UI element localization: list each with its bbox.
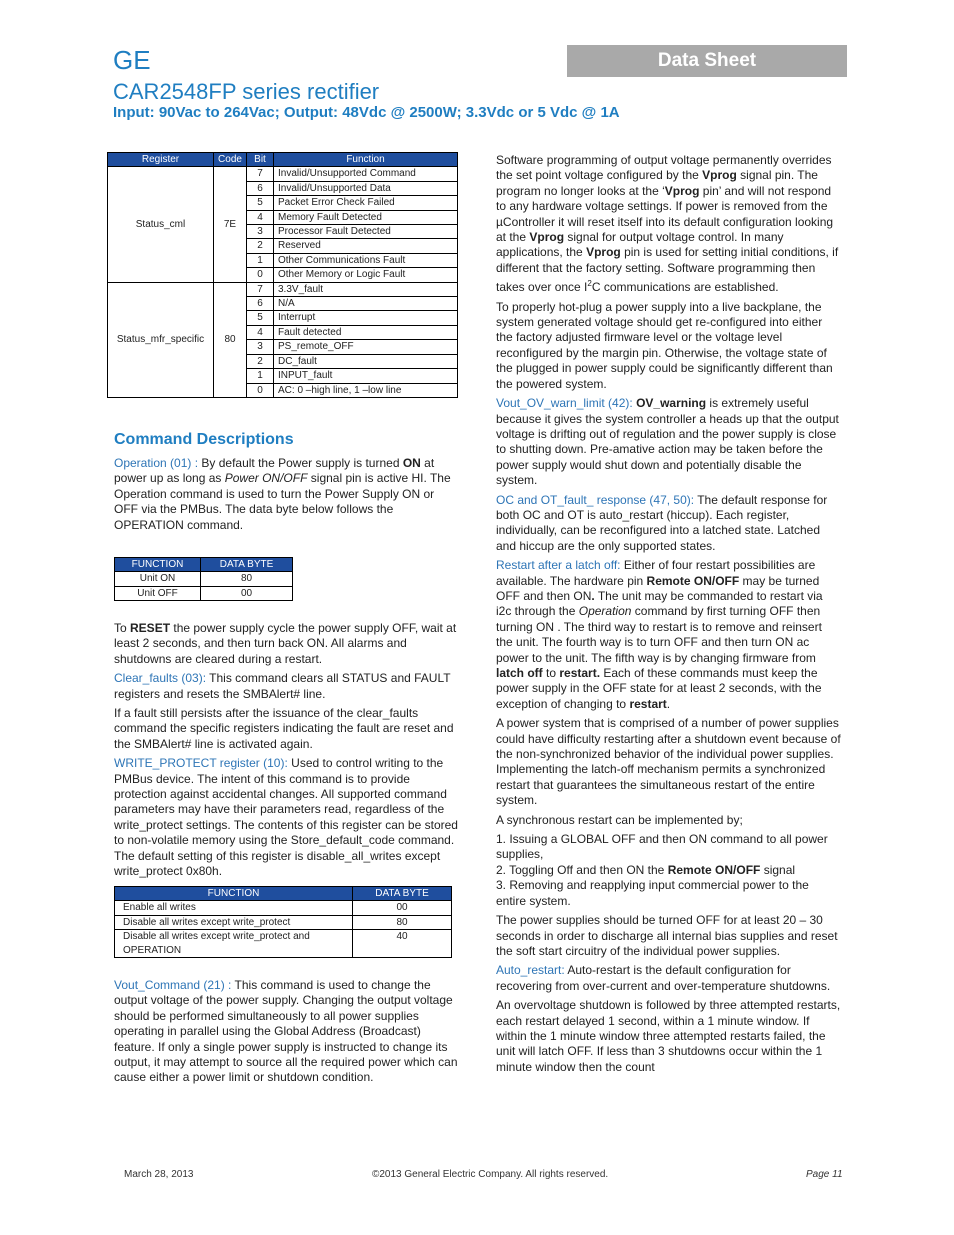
bit-function: Fault detected <box>274 325 458 339</box>
auto-restart-label: Auto_restart: <box>496 963 565 978</box>
product-spec: Input: 90Vac to 264Vac; Output: 48Vdc @ 2500W; 3.3Vdc or 5 Vdc @ 1A <box>113 104 620 121</box>
text: pin is used for setting initial conditions, if different that the factory setting. Software programming then takes over once I <box>496 245 839 295</box>
bit-number: 6 <box>247 297 274 311</box>
text-bold: Remote ON/OFF <box>646 573 740 588</box>
text: By default the Power supply is turned <box>198 456 403 470</box>
text: C communications are established. <box>591 280 779 295</box>
col-header-function: FUNCTION <box>115 887 353 901</box>
col-header-register: Register <box>108 153 214 167</box>
text: the power supply cycle the power supply OFF, wait at least 2 seconds, and then turn back ON. All alarms and shutdowns are cleared during a restart. <box>114 621 457 666</box>
text: signal for output voltage control. In many applications, the <box>496 230 784 260</box>
text: signal pin. The program no longer looks at the ‘ <box>496 168 818 198</box>
bit-function: AC: 0 –high line, 1 –low line <box>274 383 458 397</box>
operation-label: Operation (01) : <box>114 456 199 470</box>
col-header-function: Function <box>274 153 458 167</box>
power-system-paragraph: A power system that is comprised of a number of power supplies could have difficulty restarting after a shutdown event because of the non-synchronized behavior of the individual power supplies. Implementing the latch-off mechanism permits a synchronized restart that guarantees the simultaneous restart of the entire system. <box>496 716 841 808</box>
clear-faults-paragraph <box>114 671 459 702</box>
hot-plug-paragraph: To properly hot-plug a power supply into a live backplane, the system generated voltage should get re-configured into either the factory adjusted firmware level or the voltage level reconfigured by the margin pin. Otherwise, the voltage state of the plugged in power supply could be significantly different than the powered system. <box>496 299 833 391</box>
bit-function: Invalid/Unsupported Data <box>274 181 458 195</box>
bit-number: 5 <box>247 311 274 325</box>
table-cell: 00 <box>201 586 293 600</box>
text: pin’ and will not respond to any hardware voltage settings. If power is removed from the µController it will reset itself into its default configuration looking at the <box>496 183 834 245</box>
col-header-bit: Bit <box>247 153 274 167</box>
text: Auto-restart is the default configuration for recovering from over-current and over-temperature shutdowns. <box>496 963 831 993</box>
operation-table <box>114 557 293 601</box>
text: at power up as long as <box>114 456 435 486</box>
text-bold: Vprog <box>664 183 700 198</box>
product-title: CAR2548FP series rectifier <box>113 79 380 104</box>
bit-number: 1 <box>247 369 274 383</box>
status-register-table <box>107 152 458 398</box>
superscript: 2 <box>587 279 592 289</box>
write-protect-table <box>114 886 452 958</box>
text: The unit may be commanded to restart via i2c through the <box>496 588 823 619</box>
bit-number: 0 <box>247 383 274 397</box>
text: may be turned OFF and then ON <box>496 573 820 603</box>
text-italic: Operation <box>578 604 632 619</box>
text-bold: OV_warning <box>632 396 707 411</box>
bit-function: Packet Error Check Failed <box>274 196 458 210</box>
text: Each of these commands must keep the power supply in the OFF state for at least 2 seconds, with the exception of changing to <box>496 666 822 711</box>
bit-function: INPUT_fault <box>274 369 458 383</box>
col-header-data-byte: DATA BYTE <box>201 558 293 572</box>
text: to <box>542 666 560 680</box>
table-cell: 80 <box>353 915 452 929</box>
text: signal pin is active HI. The Operation command is used to turn the Power Supply ON or OFF via the PMBus. The data byte below follows the OPERATION command. <box>114 471 451 532</box>
bit-function: PS_remote_OFF <box>274 340 458 354</box>
bit-number: 0 <box>247 268 274 282</box>
bit-function: N/A <box>274 297 458 311</box>
ov-warn-paragraph <box>496 396 841 488</box>
col-header-data-byte: DATA BYTE <box>353 887 452 901</box>
bit-function: Other Memory or Logic Fault <box>274 268 458 282</box>
vprog-paragraph <box>496 153 841 296</box>
oc-ot-paragraph <box>496 493 841 555</box>
clear-faults-paragraph-2: If a fault still persists after the issuance of the clear_faults command the specific registers indicating the fault are reset and the SMBAlert# line is activated again. <box>114 706 454 751</box>
text-bold: . <box>591 588 595 603</box>
vout-command-label: Vout_Command (21) : <box>114 978 232 992</box>
register-name: Status_mfr_specific <box>108 282 214 397</box>
text: The default response for both OC and OT is auto_restart (hiccup). Each register, individually, can be reconfigured into a latched state. Latched and hiccup are the only supported states. <box>496 492 828 553</box>
text: . <box>666 696 671 711</box>
command-descriptions-heading: Command Descriptions <box>114 431 294 448</box>
bit-number: 3 <box>247 340 274 354</box>
table-cell: 00 <box>353 901 452 915</box>
overvoltage-paragraph: An overvoltage shutdown is followed by three attempted restarts, each restart delayed 1 second, within a 1 minute window. If within the 1 minute window three attempted restarts failed, the unit will latch OFF. If less than 3 shutdowns occur within the 1 minute window then the count <box>496 998 841 1074</box>
bit-number: 4 <box>247 325 274 339</box>
write-protect-label: WRITE_PROTECT register (10): <box>114 756 288 771</box>
write-protect-paragraph <box>114 756 459 879</box>
bit-number: 1 <box>247 253 274 267</box>
table-cell: Enable all writes <box>115 901 353 915</box>
text-bold: Vprog <box>529 230 565 245</box>
text: 2. Toggling Off and then ON the <box>496 862 668 877</box>
table-cell: Unit ON <box>115 572 201 586</box>
bit-function: Other Communications Fault <box>274 253 458 267</box>
text: This command is used to change the output voltage of the power supply. Changing the output voltage should be performed simultaneously to all power supplies operating in parallel using the Global Address (Broadcast) feature. If only a single power supply is instructed to change its output, it may attempt to source all the required power which can cause either a power limit or shutdown condition. <box>114 978 458 1085</box>
text: Software programming of output voltage permanently overrides the set point voltage configured by the <box>496 153 832 183</box>
text: command by first turning OFF then turning ON . The third way to restart is to remove and reinsert the unit. The fourth way is to turn OFF and then turn ON ac power to the unit. The fifth way is by changing firmware from <box>496 604 822 665</box>
col-header-code: Code <box>214 153 247 167</box>
right-column <box>496 153 841 1079</box>
footer-page-number: Page 11 <box>806 1169 843 1180</box>
list-item: 3. Removing and reapplying input commercial power to the entire system. <box>496 878 809 908</box>
text-bold: latch off <box>496 666 543 680</box>
list-item <box>496 863 795 877</box>
text-bold: Vprog <box>702 168 737 183</box>
text: Used to control writing to the PMBus device. The intent of this command is to provide protection against accidental changes. All supported command parameters may have their parameters read, regardless of the write_protect settings. The contents of this register can be stored to non-volatile memory using the Store_default_code command. The default setting of this register is disable_all_writes except write_protect 0x80h. <box>114 756 458 879</box>
table-cell: Unit OFF <box>115 586 201 600</box>
table-cell: Disable all writes except write_protect and OPERATION <box>115 930 353 958</box>
bit-number: 7 <box>247 167 274 181</box>
bit-number: 5 <box>247 196 274 210</box>
brand-logo-text: GE <box>113 45 151 75</box>
restart-latch-paragraph <box>496 558 841 712</box>
text-bold: ON <box>402 456 421 470</box>
bit-function: Invalid/Unsupported Command <box>274 167 458 181</box>
text: signal <box>760 862 796 877</box>
bit-number: 2 <box>247 239 274 253</box>
text: is extremely useful because it gives the system controller a heads up that the output voltage is drifting out of regulation and the power supply is close to shutting down. Pre-amative action may be taken before the power supply would shut down and potentially disable the system. <box>496 396 839 488</box>
operation-paragraph <box>114 456 459 537</box>
bit-function: Processor Fault Detected <box>274 225 458 239</box>
footer-date: March 28, 2013 <box>124 1169 194 1180</box>
bit-function: DC_fault <box>274 354 458 368</box>
bit-function: Reserved <box>274 239 458 253</box>
oc-ot-label: OC and OT_fault_ response (47, 50): <box>496 492 695 507</box>
ov-warn-label: Vout_OV_warn_limit (42): <box>496 396 633 411</box>
table-cell: 40 <box>353 930 452 958</box>
bit-number: 2 <box>247 354 274 368</box>
text-bold: Vprog <box>586 245 621 260</box>
restart-latch-label: Restart after a latch off: <box>496 558 621 573</box>
bit-function: 3.3V_fault <box>274 282 458 296</box>
text: This command clears all STATUS and FAULT registers and resets the SMBAlert# line. <box>114 671 451 701</box>
list-item: 1. Issuing a GLOBAL OFF and then ON command to all power supplies, <box>496 832 828 862</box>
text-italic: Power ON/OFF <box>224 471 308 486</box>
bit-number: 4 <box>247 210 274 224</box>
table-cell: Disable all writes except write_protect <box>115 915 353 929</box>
text-bold: RESET <box>130 621 171 635</box>
bit-number: 7 <box>247 282 274 296</box>
turn-off-paragraph: The power supplies should be turned OFF for at least 20 – 30 seconds in order to discharge all internal bias supplies and reset the soft start circuitry of the individual power supplies. <box>496 913 838 958</box>
clear-faults-label: Clear_faults (03): <box>114 671 207 686</box>
register-code: 7E <box>214 167 247 282</box>
reset-paragraph <box>114 621 459 667</box>
text-bold: restart. <box>559 666 601 680</box>
text-bold: restart <box>629 696 667 711</box>
vout-command-paragraph <box>114 978 459 1090</box>
text: To <box>114 621 131 635</box>
bit-function: Memory Fault Detected <box>274 210 458 224</box>
left-text-block <box>114 621 459 884</box>
register-code: 80 <box>214 282 247 397</box>
sync-restart-intro: A synchronous restart can be implemented by; <box>496 812 743 827</box>
bit-number: 3 <box>247 225 274 239</box>
data-sheet-badge: Data Sheet <box>567 45 847 77</box>
bit-number: 6 <box>247 181 274 195</box>
text: Either of four restart possibilities are available. The hardware pin <box>496 558 816 588</box>
auto-restart-paragraph <box>496 963 841 994</box>
register-name: Status_cml <box>108 167 214 282</box>
sync-restart-list <box>496 832 841 909</box>
bit-function: Interrupt <box>274 311 458 325</box>
table-cell: 80 <box>201 572 293 586</box>
col-header-function: FUNCTION <box>115 558 201 572</box>
text-bold: Remote ON/OFF <box>667 862 761 877</box>
footer-copyright: ©2013 General Electric Company. All rights reserved. <box>372 1169 609 1180</box>
